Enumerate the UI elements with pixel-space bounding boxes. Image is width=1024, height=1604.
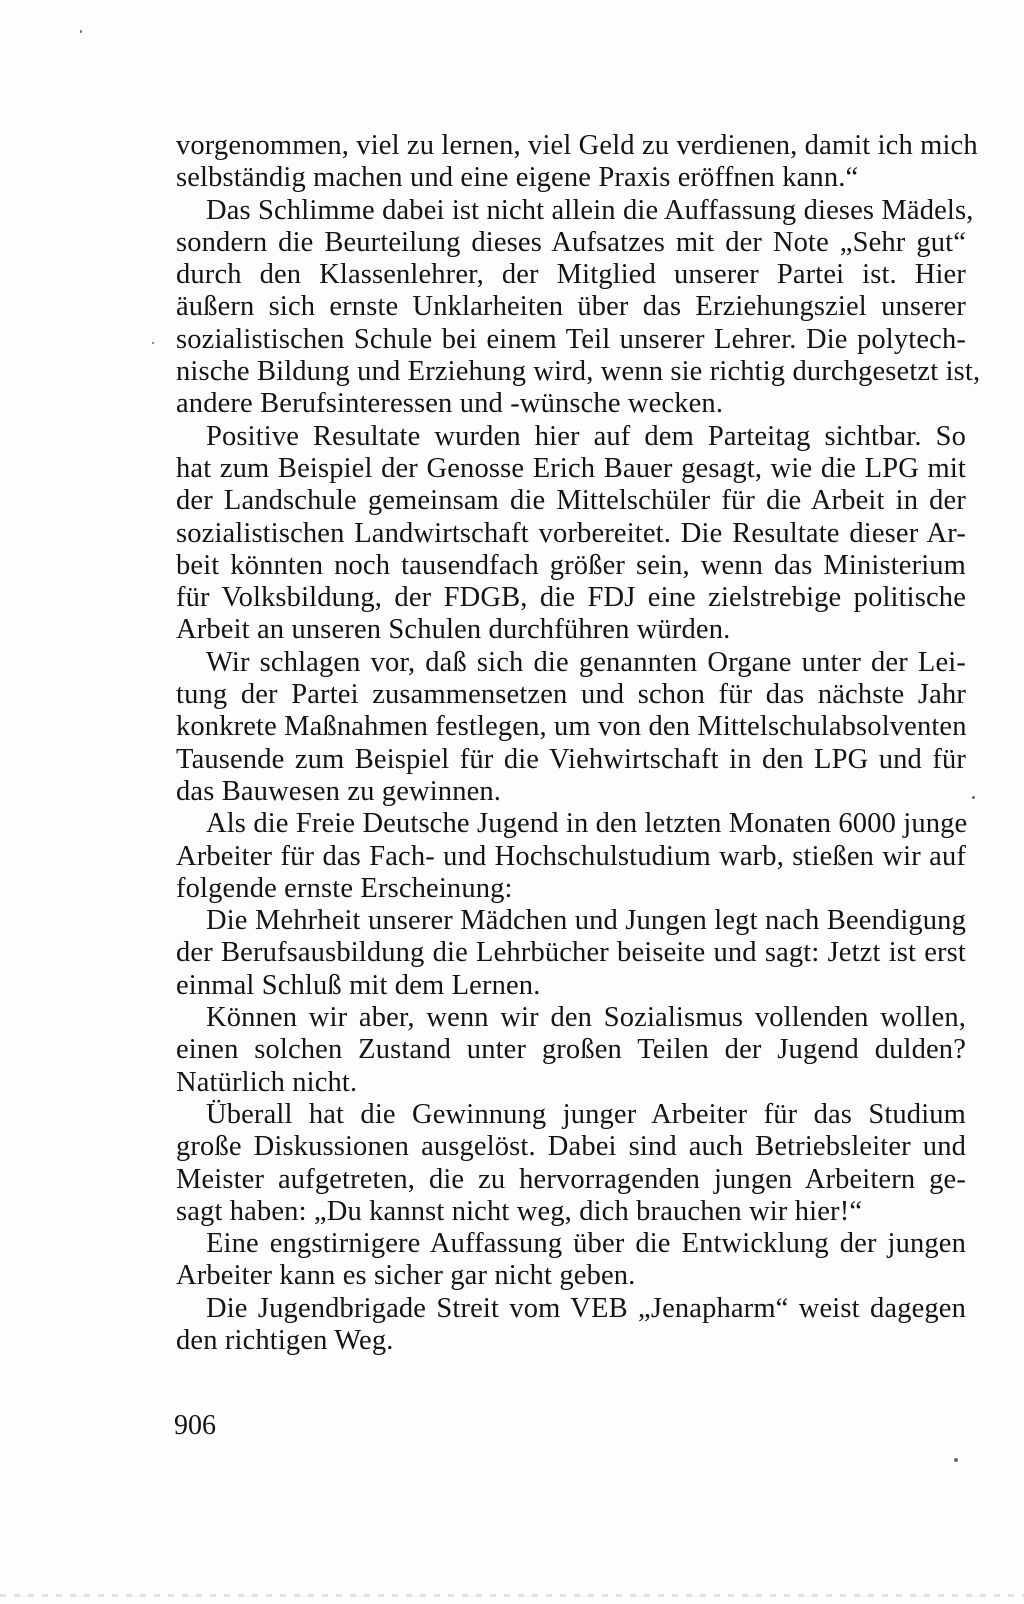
- text-line: hat zum Beispiel der Genosse Erich Bauer gesagt, wie die LPG mit: [176, 452, 966, 484]
- page-number: 906: [174, 1410, 216, 1441]
- text-line: Arbeit an unseren Schulen durchführen würden.: [176, 614, 731, 646]
- text-line: einmal Schluß mit dem Lernen.: [176, 969, 541, 1001]
- text-line: konkrete Maßnahmen festlegen, um von den Mittelschulabsolventen: [176, 711, 967, 743]
- paragraph-first-line: Eine engstirnigere Auffassung über die Entwicklung der jungen: [206, 1228, 966, 1260]
- scan-speck: [954, 1458, 958, 1462]
- text-line: Natürlich nicht.: [176, 1066, 358, 1098]
- paragraph-first-line: Können wir aber, wenn wir den Sozialismus vollenden wollen,: [206, 1002, 966, 1034]
- text-line: durch den Klassenlehrer, der Mitglied unserer Partei ist. Hier: [176, 259, 966, 291]
- text-line: große Diskussionen ausgelöst. Dabei sind auch Betriebsleiter und: [176, 1131, 966, 1163]
- text-line: vorgenommen, viel zu lernen, viel Geld zu verdienen, damit ich mich: [176, 130, 978, 161]
- scan-edge: [0, 1594, 1024, 1597]
- text-line: Arbeiter für das Fach- und Hochschulstudium warb, stießen wir auf: [176, 840, 966, 872]
- text-line: der Berufsausbildung die Lehrbücher beiseite und sagt: Jetzt ist erst: [176, 937, 966, 969]
- text-line: Tausende zum Beispiel für die Viehwirtschaft in den LPG und für: [176, 743, 966, 775]
- scan-speck: [80, 30, 82, 33]
- text-line: sagt haben: „Du kannst nicht weg, dich brauchen wir hier!“: [176, 1195, 863, 1227]
- text-line: beit könnten noch tausendfach größer sein, wenn das Ministerium: [176, 549, 966, 581]
- text-line: Meister aufgetreten, die zu hervorragenden jungen Arbeitern ge-: [176, 1163, 966, 1195]
- paragraph-first-line: Das Schlimme dabei ist nicht allein die Auffassung dieses Mädels,: [206, 194, 974, 226]
- text-line: den richtigen Weg.: [176, 1324, 394, 1356]
- paragraph-first-line: Wir schlagen vor, daß sich die genannten Organe unter der Lei-: [206, 646, 966, 678]
- text-line: folgende ernste Erscheinung:: [176, 872, 513, 904]
- paragraph-first-line: Die Jugendbrigade Streit vom VEB „Jenapharm“ weist dagegen: [206, 1292, 966, 1324]
- text-line: Arbeiter kann es sicher gar nicht geben.: [176, 1260, 636, 1292]
- paragraph-first-line: Die Mehrheit unserer Mädchen und Jungen legt nach Beendigung: [206, 905, 966, 937]
- text-line: andere Berufsinteressen und -wünsche wecken.: [176, 388, 724, 420]
- paragraph-first-line: Als die Freie Deutsche Jugend in den letzten Monaten 6000 junge: [206, 808, 968, 840]
- text-line: der Landschule gemeinsam die Mittelschüler für die Arbeit in der: [176, 485, 966, 517]
- text-line: sozialistischen Landwirtschaft vorbereitet. Die Resultate dieser Ar-: [176, 517, 966, 549]
- scan-speck: [152, 342, 154, 344]
- text-line: äußern sich ernste Unklarheiten über das Erziehungsziel unserer: [176, 291, 966, 323]
- body-text: [176, 130, 981, 1357]
- text-line: selbständig machen und eine eigene Praxis eröffnen kann.“: [176, 162, 859, 194]
- paragraph-first-line: Positive Resultate wurden hier auf dem Parteitag sichtbar. So: [206, 420, 966, 452]
- scan-speck: [972, 796, 975, 799]
- text-line: sondern die Beurteilung dieses Aufsatzes mit der Note „Sehr gut“: [176, 226, 966, 258]
- text-line: das Bauwesen zu gewinnen.: [176, 775, 502, 807]
- text-line: für Volksbildung, der FDGB, die FDJ eine zielstrebige politische: [176, 582, 966, 614]
- text-line: tung der Partei zusammensetzen und schon für das nächste Jahr: [176, 679, 966, 711]
- text-line: nische Bildung und Erziehung wird, wenn sie richtig durchgesetzt ist,: [176, 356, 981, 388]
- text-line: einen solchen Zustand unter großen Teilen der Jugend dulden?: [176, 1034, 966, 1066]
- text-line: sozialistischen Schule bei einem Teil unserer Lehrer. Die polytech-: [176, 323, 966, 355]
- paragraph-first-line: Überall hat die Gewinnung junger Arbeiter für das Studium: [206, 1098, 966, 1130]
